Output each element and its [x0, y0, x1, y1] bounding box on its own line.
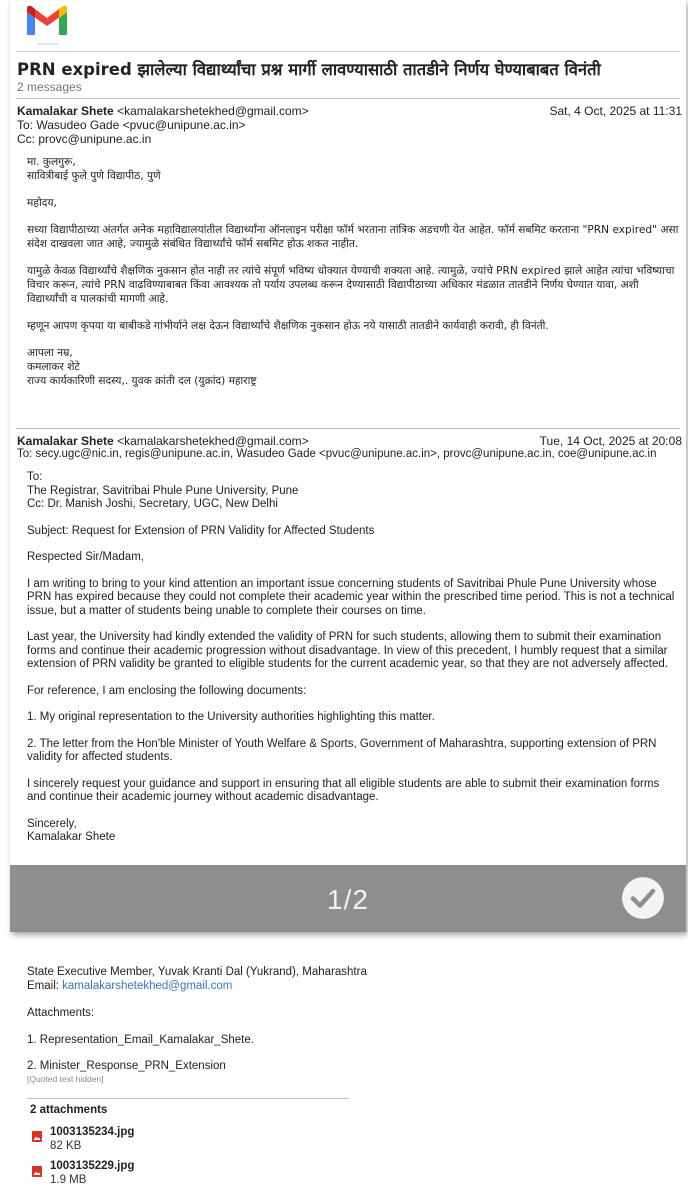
msg2-sender-email: <kamalakarshetekhed@gmail.com>: [117, 434, 309, 448]
msg2-closing: Sincerely,: [27, 817, 77, 830]
msg2-para1: I am writing to bring to your kind attention an important issue concerning students of Savitribai Phule Pune University whose PRN has expired because they could not complete their academic year within the prescribed time period. This is not a technical issue, but a matter of students being unable to complete their courses on time.: [27, 577, 675, 617]
message-count: 2 messages: [17, 80, 82, 94]
msg2-para2: Last year, the University had kindly extended the validity of PRN for such students, allowing them to submit their examination forms and continue their academic progression without disadvantage. In view of this precedent, I humbly request that a similar extension of PRN validity be granted to eligible students for the current academic year, so that they are not adversely affected.: [27, 631, 668, 670]
attachment-item-2: 2. Minister_Response_PRN_Extension: [27, 1060, 226, 1072]
msg2-recipient: The Registrar, Savitribai Phule Pune University, Pune: [27, 484, 299, 497]
attachments-count: 2 attachments: [30, 1104, 108, 1116]
msg1-to: To: Wasudeo Gade <pvuc@unipune.ac.in>: [17, 118, 246, 132]
msg2-cc-line: Cc: Dr. Manish Joshi, Secretary, UGC, New Delhi: [27, 498, 278, 510]
msg1-sender-email: <kamalakarshetekhed@gmail.com>: [117, 104, 309, 118]
msg1-closing: आपला नम्र,: [27, 347, 73, 359]
check-circle-icon[interactable]: [622, 877, 664, 919]
msg2-para3: For reference, I am enclosing the following documents:: [27, 684, 307, 697]
signature-role: State Executive Member, Yuvak Kranti Dal (Yukrand), Maharashtra: [27, 966, 367, 978]
msg2-sender-name: Kamalakar Shete: [17, 434, 114, 448]
msg1-date: Sat, 4 Oct, 2025 at 11:31: [549, 104, 682, 118]
msg1-address: सावित्रीबाई फुले पुणे विद्यापीठ, पुणे: [27, 170, 161, 182]
msg2-para4: I sincerely request your guidance and support in ensuring that all eligible students are able to submit their examination forms and continue their academic journey without academic disadvantage.: [27, 777, 660, 803]
msg2-signature: Kamalakar Shete: [27, 831, 116, 843]
msg1-greeting: महोदय,: [27, 197, 57, 209]
msg2-to-label: To:: [27, 471, 43, 483]
page-indicator: 1/2: [327, 884, 369, 915]
msg1-para1: सध्या विद्यापीठाच्या अंतर्गत अनेक महाविद्यालयांतील विद्यार्थ्यांना ऑनलाइन परीक्षा फॉर्म भरताना तांत्रिक अडचणी येत आहेत. फॉर्म सबमिट करताना "PRN expired" असा संदेश दाखवला जात आहे, ज्यामुळे संबंधित विद्यार्थ्यांचे फॉर्म सबमिट होऊ शकत नाहीत.: [27, 224, 679, 250]
image-file-icon: [32, 1166, 42, 1177]
msg1-para2: यामुळे केवळ विद्यार्थ्यांचे शैक्षणिक नुकसान होत नाही तर त्यांचे संपूर्ण भविष्य धोक्यात येण्याची शक्यता आहे. त्यामुळे, ज्यांचे PRN expired झाले आहेत त्यांचा भविष्याचा विचार करून, त्यांचे PRN वाढविण्याबाबत किंवा आवश्यक तो पर्याय उपलब्ध करून देण्यासाठी विद्यापीठाच्या अधिकार मंडळात तातडीने निर्णय घेण्यात यावा, अशी विद्यार्थ्यांची व पालकांची मागणी आहे.: [27, 265, 675, 305]
subject-divider: [16, 98, 680, 99]
image-file-icon: [32, 1131, 42, 1142]
msg1-signature-title: राज्य कार्यकारिणी सदस्य,. युवक क्रांती दल (युक्रांद) महाराष्ट्र: [27, 375, 257, 387]
msg1-para3: म्हणून आपण कृपया या बाबीकडे गांभीर्याने लक्ष देऊन विद्यार्थ्यांचे शैक्षणिक नुकसान होऊ नये यासाठी तातडीने कार्यवाही करावी, ही विनंती.: [27, 320, 549, 332]
msg1-signature-name: कमलाकर शेटे: [27, 361, 80, 373]
logo-divider: [38, 43, 58, 45]
msg1-body: [27, 155, 680, 388]
quoted-text-hidden[interactable]: [Quoted text hidden]: [27, 1074, 104, 1084]
gmail-logo-icon: [24, 4, 70, 38]
attachment-item-1: 1. Representation_Email_Kamalakar_Shete.: [27, 1034, 254, 1046]
msg1-cc: Cc: provc@unipune.ac.in: [17, 132, 152, 146]
msg1-sender-name: Kamalakar Shete: [17, 104, 114, 118]
email-label: Email:: [27, 980, 63, 992]
attachment-file-size: 1.9 MB: [50, 1174, 87, 1186]
msg2-item1: 1. My original representation to the University authorities highlighting this matter.: [27, 711, 435, 723]
attachments-label: Attachments:: [27, 1007, 95, 1019]
attachment-file-size: 82 KB: [50, 1140, 82, 1152]
msg2-from: [17, 434, 309, 448]
signature-email-row: [27, 980, 232, 992]
msg2-to: To: secy.ugc@nic.in, regis@unipune.ac.in, Wasudeo Gade <pvuc@unipune.ac.in>, provc@unipune.ac.in, coe@unipune.ac.in: [17, 448, 657, 460]
attachment-file-name[interactable]: 1003135234.jpg: [50, 1126, 135, 1138]
msg1-salutation: मा. कुलगुरू,: [27, 156, 76, 168]
message-divider: [16, 428, 680, 429]
msg2-date: Tue, 14 Oct, 2025 at 20:08: [539, 434, 682, 448]
msg2-subject-line: Subject: Request for Extension of PRN Validity for Affected Students: [27, 524, 375, 537]
msg1-from: [17, 104, 309, 118]
email-link[interactable]: kamalakarshetekhed@gmail.com: [62, 980, 233, 992]
msg2-body: [27, 471, 680, 845]
msg2-greeting: Respected Sir/Madam,: [27, 551, 144, 563]
header-divider: [16, 51, 680, 52]
email-page-1: [10, 0, 686, 932]
msg2-item2: 2. The letter from the Hon'ble Minister of Youth Welfare & Sports, Government of Maharashtra, supporting extension of PRN validity for affected students.: [27, 737, 657, 763]
attachments-divider: [27, 1098, 349, 1099]
attachment-file-name[interactable]: 1003135229.jpg: [50, 1160, 135, 1172]
email-subject: PRN expired झालेल्या विद्यार्थ्यांचा प्रश्न मार्गी लावण्यासाठी तातडीने निर्णय घेण्याबाबत विनंती: [17, 60, 601, 79]
